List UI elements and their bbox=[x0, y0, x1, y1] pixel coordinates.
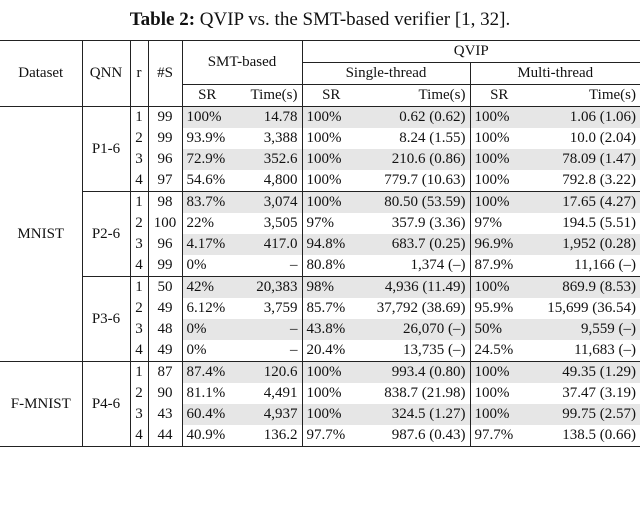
single-time-cell: 8.24 (1.55) bbox=[399, 130, 466, 146]
s-cell: 48 bbox=[148, 319, 182, 340]
multi-sr-cell: 87.9% bbox=[470, 255, 528, 277]
results-table bbox=[0, 40, 640, 447]
s-cell: 99 bbox=[148, 128, 182, 149]
s-cell: 49 bbox=[148, 340, 182, 362]
r-cell: 1 bbox=[130, 277, 148, 299]
smt-sr-cell: 100% bbox=[182, 107, 232, 129]
multi-time-cell: 78.09 (1.47) bbox=[528, 149, 640, 170]
single-time-cell: 0.62 (0.62) bbox=[360, 107, 470, 129]
single-time-cell: 37,792 (38.69) bbox=[376, 300, 466, 316]
single-time-cell: 26,070 (–) bbox=[360, 319, 470, 340]
single-time-cell: 838.7 (21.98) bbox=[384, 385, 466, 401]
multi-time-cell: 11,683 (–) bbox=[574, 342, 637, 358]
multi-sr-cell: 100% bbox=[470, 170, 528, 192]
smt-time-cell: 136.2 bbox=[232, 425, 302, 447]
header-row-1 bbox=[0, 41, 640, 63]
single-sr-cell: 94.8% bbox=[302, 234, 360, 255]
r-cell: 3 bbox=[130, 404, 148, 425]
r-cell: 2 bbox=[130, 298, 148, 319]
header-single-sr: SR bbox=[302, 85, 360, 107]
single-sr-cell: 100% bbox=[302, 383, 360, 404]
s-cell: 96 bbox=[148, 149, 182, 170]
single-time-cell: 13,735 (–) bbox=[403, 342, 466, 358]
r-cell: 4 bbox=[130, 425, 148, 447]
header-smt-time: Time(s) bbox=[232, 85, 302, 107]
single-time-cell: 1,374 (–) bbox=[410, 257, 466, 273]
header-qvip: QVIP bbox=[302, 41, 640, 63]
multi-sr-cell: 100% bbox=[470, 192, 528, 214]
multi-sr-cell: 100% bbox=[470, 107, 528, 129]
r-cell: 1 bbox=[130, 192, 148, 214]
header-single-time: Time(s) bbox=[360, 85, 470, 107]
s-cell: 50 bbox=[148, 277, 182, 299]
qnn-cell: P1-6 bbox=[82, 107, 130, 192]
r-cell: 2 bbox=[130, 128, 148, 149]
smt-sr-cell: 6.12% bbox=[182, 298, 232, 319]
single-time-cell: 993.4 (0.80) bbox=[360, 362, 470, 384]
smt-time-cell: – bbox=[290, 257, 298, 273]
multi-time-cell: 17.65 (4.27) bbox=[528, 192, 640, 214]
smt-time-cell: 3,388 bbox=[263, 130, 298, 146]
header-dataset: Dataset bbox=[0, 41, 82, 107]
smt-sr-cell: 60.4% bbox=[182, 404, 232, 425]
single-time-cell: 4,936 (11.49) bbox=[360, 277, 470, 299]
multi-time-cell: 792.8 (3.22) bbox=[562, 172, 637, 188]
smt-sr-cell: 87.4% bbox=[182, 362, 232, 384]
multi-sr-cell: 100% bbox=[470, 404, 528, 425]
single-time-cell: 987.6 (0.43) bbox=[360, 425, 470, 447]
qnn-cell: P2-6 bbox=[82, 192, 130, 277]
smt-time-cell: 14.78 bbox=[232, 107, 302, 129]
single-time-cell: 683.7 (0.25) bbox=[360, 234, 470, 255]
multi-sr-cell: 100% bbox=[470, 383, 528, 404]
multi-sr-cell: 100% bbox=[470, 277, 528, 299]
multi-time-cell: 194.5 (5.51) bbox=[562, 215, 637, 231]
single-sr-cell: 20.4% bbox=[302, 340, 360, 362]
multi-sr-cell: 100% bbox=[470, 149, 528, 170]
smt-time-cell: 4,937 bbox=[232, 404, 302, 425]
dataset-cell: F-MNIST bbox=[0, 362, 82, 447]
table-row bbox=[0, 277, 640, 299]
multi-time-cell: 37.47 (3.19) bbox=[562, 385, 637, 401]
single-sr-cell: 100% bbox=[302, 128, 360, 149]
multi-time-cell: 10.0 (2.04) bbox=[569, 130, 637, 146]
caption-label: Table 2: bbox=[129, 9, 196, 30]
r-cell: 4 bbox=[130, 340, 148, 362]
r-cell: 2 bbox=[130, 383, 148, 404]
single-time-cell: 357.9 (3.36) bbox=[391, 215, 466, 231]
single-sr-cell: 85.7% bbox=[302, 298, 360, 319]
multi-time-cell: 49.35 (1.29) bbox=[528, 362, 640, 384]
header-multi-time: Time(s) bbox=[528, 85, 640, 107]
multi-time-cell: 138.5 (0.66) bbox=[528, 425, 640, 447]
multi-sr-cell: 97.7% bbox=[470, 425, 528, 447]
multi-sr-cell: 95.9% bbox=[470, 298, 528, 319]
multi-time-cell: 1,952 (0.28) bbox=[528, 234, 640, 255]
smt-sr-cell: 0% bbox=[182, 255, 232, 277]
table-caption bbox=[0, 0, 640, 40]
multi-sr-cell: 97% bbox=[470, 213, 528, 234]
table-row bbox=[0, 107, 640, 129]
smt-time-cell: 417.0 bbox=[232, 234, 302, 255]
multi-time-cell: 1.06 (1.06) bbox=[528, 107, 640, 129]
table-row bbox=[0, 192, 640, 214]
header-multi-sr: SR bbox=[470, 85, 528, 107]
smt-sr-cell: 0% bbox=[182, 340, 232, 362]
smt-time-cell: 20,383 bbox=[232, 277, 302, 299]
s-cell: 43 bbox=[148, 404, 182, 425]
r-cell: 2 bbox=[130, 213, 148, 234]
smt-sr-cell: 81.1% bbox=[182, 383, 232, 404]
smt-time-cell: – bbox=[290, 342, 298, 358]
single-sr-cell: 97.7% bbox=[302, 425, 360, 447]
multi-sr-cell: 96.9% bbox=[470, 234, 528, 255]
table-body bbox=[0, 107, 640, 447]
single-time-cell: 80.50 (53.59) bbox=[360, 192, 470, 214]
single-sr-cell: 100% bbox=[302, 362, 360, 384]
single-sr-cell: 100% bbox=[302, 170, 360, 192]
single-time-cell: 779.7 (10.63) bbox=[384, 172, 466, 188]
single-sr-cell: 97% bbox=[302, 213, 360, 234]
s-cell: 100 bbox=[148, 213, 182, 234]
smt-time-cell: 3,759 bbox=[263, 300, 298, 316]
smt-sr-cell: 83.7% bbox=[182, 192, 232, 214]
single-sr-cell: 80.8% bbox=[302, 255, 360, 277]
smt-sr-cell: 93.9% bbox=[182, 128, 232, 149]
smt-time-cell: – bbox=[232, 319, 302, 340]
multi-time-cell: 99.75 (2.57) bbox=[528, 404, 640, 425]
s-cell: 99 bbox=[148, 107, 182, 129]
smt-time-cell: 3,074 bbox=[232, 192, 302, 214]
r-cell: 3 bbox=[130, 149, 148, 170]
single-sr-cell: 43.8% bbox=[302, 319, 360, 340]
header-multi-thread: Multi-thread bbox=[470, 63, 640, 85]
header-r: r bbox=[130, 41, 148, 107]
s-cell: 90 bbox=[148, 383, 182, 404]
single-time-cell: 324.5 (1.27) bbox=[360, 404, 470, 425]
s-cell: 87 bbox=[148, 362, 182, 384]
r-cell: 3 bbox=[130, 319, 148, 340]
s-cell: 44 bbox=[148, 425, 182, 447]
smt-time-cell: 352.6 bbox=[232, 149, 302, 170]
multi-time-cell: 15,699 (36.54) bbox=[547, 300, 637, 316]
r-cell: 4 bbox=[130, 255, 148, 277]
header-qnn: QNN bbox=[82, 41, 130, 107]
s-cell: 99 bbox=[148, 255, 182, 277]
s-cell: 97 bbox=[148, 170, 182, 192]
smt-time-cell: 4,800 bbox=[263, 172, 298, 188]
multi-sr-cell: 100% bbox=[470, 362, 528, 384]
r-cell: 4 bbox=[130, 170, 148, 192]
caption-text: QVIP vs. the SMT-based verifier [1, 32]. bbox=[199, 9, 511, 30]
single-sr-cell: 100% bbox=[302, 404, 360, 425]
multi-time-cell: 11,166 (–) bbox=[574, 257, 637, 273]
multi-sr-cell: 50% bbox=[470, 319, 528, 340]
multi-time-cell: 9,559 (–) bbox=[528, 319, 640, 340]
single-sr-cell: 100% bbox=[302, 149, 360, 170]
smt-sr-cell: 4.17% bbox=[182, 234, 232, 255]
qnn-cell: P4-6 bbox=[82, 362, 130, 447]
header-smt: SMT-based bbox=[182, 41, 302, 85]
s-cell: 49 bbox=[148, 298, 182, 319]
multi-sr-cell: 24.5% bbox=[470, 340, 528, 362]
qnn-cell: P3-6 bbox=[82, 277, 130, 362]
header-single-thread: Single-thread bbox=[302, 63, 470, 85]
single-sr-cell: 98% bbox=[302, 277, 360, 299]
smt-time-cell: 120.6 bbox=[232, 362, 302, 384]
smt-sr-cell: 42% bbox=[182, 277, 232, 299]
multi-time-cell: 869.9 (8.53) bbox=[528, 277, 640, 299]
r-cell: 1 bbox=[130, 362, 148, 384]
smt-time-cell: 4,491 bbox=[263, 385, 298, 401]
single-sr-cell: 100% bbox=[302, 192, 360, 214]
single-time-cell: 210.6 (0.86) bbox=[360, 149, 470, 170]
dataset-cell: MNIST bbox=[0, 107, 82, 362]
s-cell: 96 bbox=[148, 234, 182, 255]
r-cell: 3 bbox=[130, 234, 148, 255]
smt-sr-cell: 0% bbox=[182, 319, 232, 340]
smt-sr-cell: 40.9% bbox=[182, 425, 232, 447]
single-sr-cell: 100% bbox=[302, 107, 360, 129]
table-row bbox=[0, 362, 640, 384]
multi-sr-cell: 100% bbox=[470, 128, 528, 149]
header-s: #S bbox=[148, 41, 182, 107]
smt-time-cell: 3,505 bbox=[263, 215, 298, 231]
smt-sr-cell: 72.9% bbox=[182, 149, 232, 170]
header-smt-sr: SR bbox=[182, 85, 232, 107]
smt-sr-cell: 54.6% bbox=[182, 170, 232, 192]
s-cell: 98 bbox=[148, 192, 182, 214]
r-cell: 1 bbox=[130, 107, 148, 129]
smt-sr-cell: 22% bbox=[182, 213, 232, 234]
